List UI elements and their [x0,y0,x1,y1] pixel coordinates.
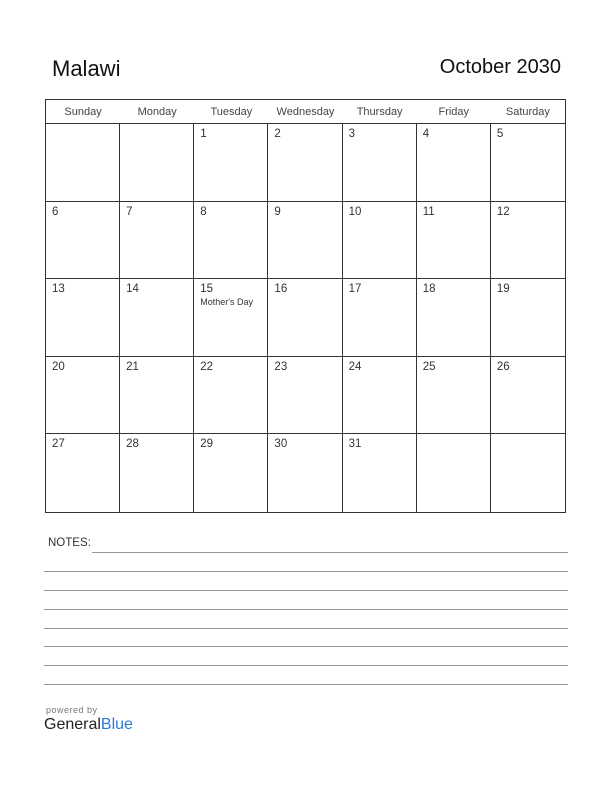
day-cell [268,124,342,201]
day-number: 10 [348,205,362,218]
day-number: 27 [52,438,65,451]
weekday-header-row [46,100,565,124]
day-number: 24 [348,360,362,373]
notes-label: NOTES: [48,537,91,549]
day-cell [268,434,342,512]
day-cell [268,279,342,356]
day-number: 4 [422,128,430,140]
day-number: 7 [126,205,133,218]
notes-line [44,571,568,572]
notes-line [44,684,568,685]
day-number: 9 [274,205,281,218]
powered-by-text: powered by [46,705,98,715]
weekday-sunday: Sunday [64,106,102,118]
notes-line [44,646,568,647]
weekday-wednesday: Wednesday [276,106,335,118]
day-cell [194,357,268,434]
logo-general-text: General [44,716,101,733]
day-number: 19 [496,283,510,296]
day-number: 21 [126,360,139,373]
day-number: 17 [348,283,362,296]
day-cell [417,434,491,512]
day-number: 11 [422,205,435,218]
week-row-4 [46,357,565,435]
day-cell [491,357,565,434]
day-cell [343,202,417,279]
day-number: 1 [200,128,207,140]
day-cell [46,279,120,356]
day-cell [491,434,565,512]
day-cell [46,202,120,279]
calendar-grid [45,99,566,513]
day-number: 26 [496,360,510,373]
day-number: 23 [274,360,288,373]
day-cell [120,202,194,279]
day-number: 12 [496,205,510,218]
day-cell [46,434,120,512]
holiday-label: Mother's Day [200,297,254,308]
week-row-2 [46,202,565,280]
day-cell [491,124,565,201]
month-title: October 2030 [439,56,561,78]
weekday-tuesday: Tuesday [210,106,253,118]
day-number: 25 [422,360,436,373]
day-cell [120,434,194,512]
day-cell [343,124,417,201]
day-cell [268,202,342,279]
day-cell [417,357,491,434]
day-number: 29 [200,438,214,451]
day-number: 18 [422,283,436,296]
day-number: 20 [52,360,65,373]
day-cell [194,434,268,512]
day-number: 3 [348,128,355,140]
day-cell [46,357,120,434]
generalblue-logo [44,716,133,734]
day-cell [417,202,491,279]
weekday-monday: Monday [137,106,177,118]
day-cell [491,279,565,356]
day-number: 22 [200,360,214,373]
notes-line [44,609,568,610]
day-number: 14 [126,283,139,296]
day-number: 31 [348,438,362,451]
logo-blue-text: Blue [100,716,133,733]
day-cell [194,202,268,279]
day-cell [491,202,565,279]
day-number: 15 [200,283,214,296]
notes-line [44,665,568,666]
day-number: 28 [126,438,139,451]
week-row-1 [46,124,565,202]
day-cell [120,279,194,356]
day-cell [194,124,268,201]
day-cell [120,124,194,201]
day-cell [343,434,417,512]
day-number: 8 [200,205,207,218]
notes-line [92,552,568,553]
weekday-thursday: Thursday [356,106,403,118]
day-cell [343,357,417,434]
week-row-5 [46,434,565,512]
day-number: 16 [274,283,288,296]
day-cell [120,357,194,434]
day-number: 13 [52,283,65,296]
weekday-saturday: Saturday [505,106,550,118]
day-cell [417,124,491,201]
day-number: 5 [496,128,504,140]
day-cell [417,279,491,356]
weekday-friday: Friday [438,106,470,118]
notes-line [44,628,568,629]
notes-line [44,590,568,591]
day-number: 6 [52,205,59,218]
country-title: Malawi [52,56,121,81]
week-row-3 [46,279,565,357]
day-cell [268,357,342,434]
day-number: 30 [274,438,288,451]
day-cell [343,279,417,356]
day-number: 2 [274,128,281,140]
day-cell [194,279,268,356]
day-cell [46,124,120,201]
